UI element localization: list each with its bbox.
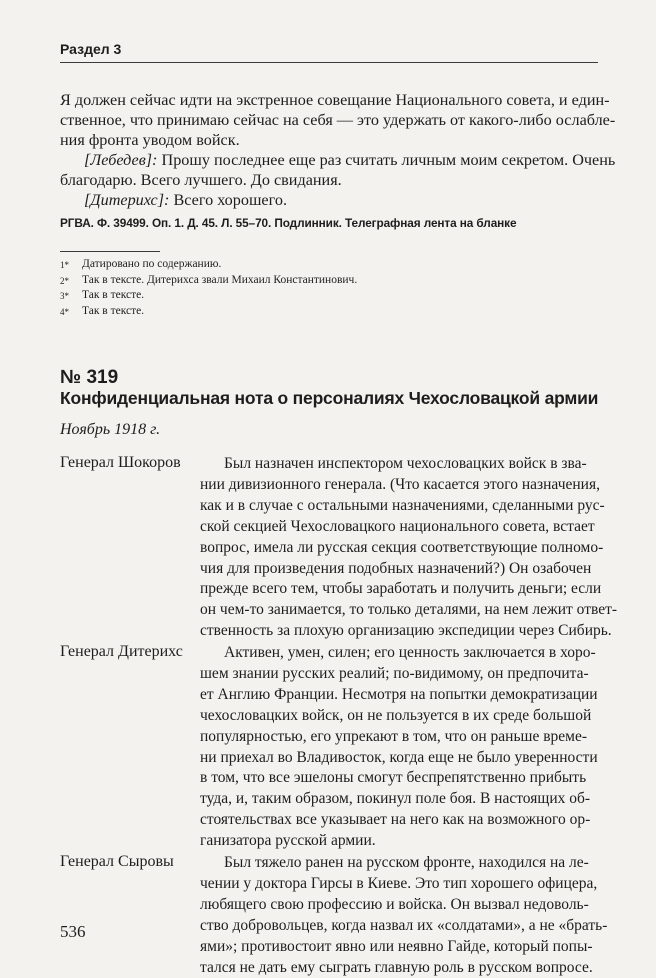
entry-line: шем знании русских реалий; по-видимому, он предпочита- <box>200 664 589 682</box>
footnote-mark: 3* <box>60 291 69 302</box>
document-date: Ноябрь 1918 г. <box>60 421 161 438</box>
entry-line: любящего свою профессию и войска. Он вызвал недоволь- <box>200 895 589 913</box>
dialogue-diterikhs <box>60 190 600 210</box>
entry-line: туда, и, таким образом, покинул поле боя. В настоящих об- <box>200 790 591 808</box>
entry-text <box>200 643 598 852</box>
intro-paragraph <box>60 90 616 151</box>
speaker-label: [Дитерихс]: <box>84 191 170 209</box>
intro-line: ния фронта уводом войск. <box>60 131 240 150</box>
footnote-mark: 4* <box>60 307 69 318</box>
entry-line: в том, что все эшелоны смогут беспрепятственно прибыть <box>200 769 587 787</box>
header-divider <box>60 62 598 63</box>
page-number: 536 <box>60 922 86 941</box>
entry-line: ет Англию Франции. Несмотря на попытки демократизации <box>200 685 598 703</box>
entry-line: ской секцией Чехословацкого национального совета, встает <box>200 517 595 535</box>
entry-line: чении у доктора Гирсы в Киеве. Это тип хорошего офицера, <box>200 874 598 892</box>
footnote-divider <box>60 251 160 252</box>
footnotes <box>60 257 357 320</box>
footnote <box>60 304 357 320</box>
archive-source: РГВА. Ф. 39499. Оп. 1. Д. 45. Л. 55–70. Подлинник. Телеграфная лента на бланке <box>60 216 517 230</box>
entry-name: Генерал Дитерихс <box>60 643 183 660</box>
entry-line: вопрос, имела ли русская секция соответствующие полномо- <box>200 538 604 556</box>
intro-line: ственное, что принимаю сейчас на себя — это удержать от какого-либо ослабле- <box>60 111 616 130</box>
entry-line: тался не дать ему сыграть главную роль в русском вопросе. <box>200 958 593 976</box>
dialogue-line: Прошу последнее еще раз считать личным моим секретом. Очень <box>161 151 616 169</box>
entry-text <box>200 853 608 978</box>
entry-line: он чем-то занимается, то только деталями, на нем лежит ответ- <box>200 601 618 619</box>
dialogue-line: благодарю. Всего лучшего. До свидания. <box>60 171 342 190</box>
entry-name: Генерал Сыровы <box>60 853 174 870</box>
entry-line: Был тяжело ранен на русском фронте, находился на ле- <box>224 854 589 871</box>
entry-line: ственность за плохую организацию экспедиции через Сибирь. <box>200 622 612 640</box>
document-number: № 319 <box>60 367 119 388</box>
footnote <box>60 257 357 273</box>
entry-line: чехословацких войск, он не пользуется в их среде большой <box>200 706 592 724</box>
footnote-text: Так в тексте. <box>82 305 145 318</box>
entry-line: Был назначен инспектором чехословацких войск в зва- <box>224 455 587 472</box>
dialogue-line: Всего хорошего. <box>173 191 287 209</box>
footnote-mark: 1* <box>60 260 69 270</box>
document-title: Конфиденциальная нота о персоналиях Чехословацкой армии <box>60 388 599 408</box>
entry-line: чия для произведения подобных назначений?) Он озабочен <box>200 559 592 577</box>
dialogue-lebedev <box>60 150 616 190</box>
speaker-label: [Лебедев]: <box>84 151 158 169</box>
footnote-text: Датировано по содержанию. <box>82 258 222 270</box>
entry-line: как и в случае с остальными назначениями, сделанными рус- <box>200 496 605 514</box>
entry-line: ни приехал во Владивосток, когда еще не было уверенности <box>200 748 598 766</box>
section-header: Раздел 3 <box>60 41 122 57</box>
entry-line: ганизатора русской армии. <box>200 832 376 850</box>
footnote <box>60 273 357 289</box>
entry-line: ями»; противостоит явно или неявно Гайде, который попы- <box>200 937 593 955</box>
entry-line: ство добровольцев, когда назвал их «солдатами», а не «брать- <box>200 916 608 934</box>
entry-line: нии дивизионного генерала. (Что касается этого назначения, <box>200 475 600 493</box>
entry-line: Активен, умен, силен; его ценность заключается в хоро- <box>224 644 596 661</box>
footnote <box>60 288 357 304</box>
entry-line: прежде всего тем, чтобы заработать и получить деньги; если <box>200 580 602 598</box>
intro-line: Я должен сейчас идти на экстренное совещание Национального совета, и един- <box>60 91 610 109</box>
entry-line: стоятельствах все указывает на него как на возможного ор- <box>200 811 591 829</box>
footnote-mark: 2* <box>60 275 69 286</box>
entry-name: Генерал Шокоров <box>60 454 181 471</box>
entry-line: популярностью, его упрекают в том, что он раньше време- <box>200 727 588 745</box>
footnote-text: Так в тексте. <box>82 289 145 302</box>
footnote-text: Так в тексте. Дитерихса звали Михаил Константинович. <box>82 273 358 286</box>
entry-text <box>200 454 618 642</box>
